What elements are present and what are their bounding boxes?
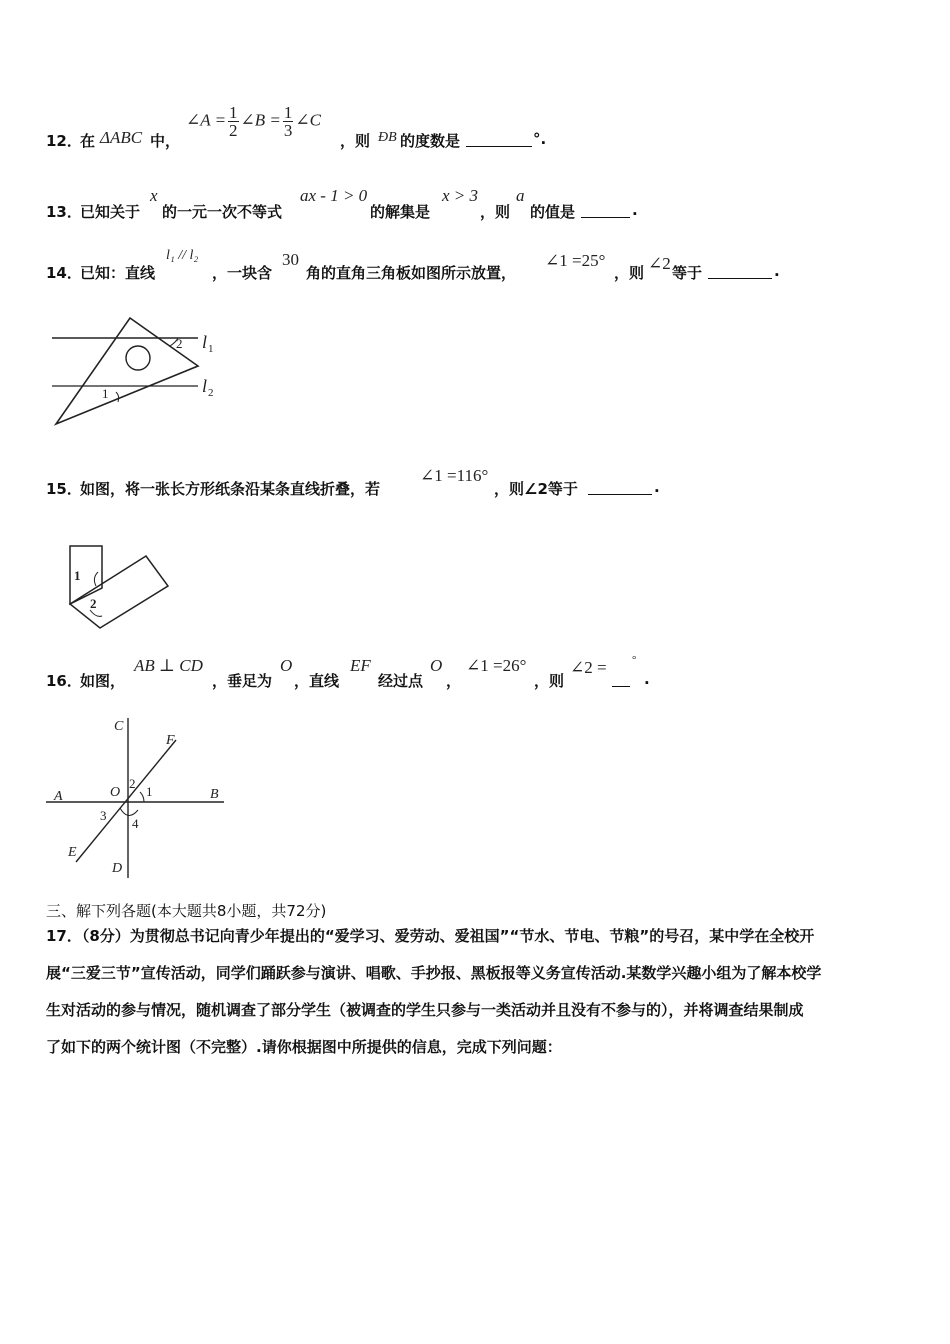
q12-frac2-den: 3	[283, 121, 293, 140]
q13-inequality: ax - 1 > 0	[300, 186, 368, 205]
q14-angle1-arc	[116, 392, 119, 402]
q16-label-4: 4	[132, 816, 139, 831]
q12-answer-blank[interactable]	[466, 130, 532, 147]
q14-label-angle2: 2	[176, 336, 183, 351]
q16-label-d: D	[112, 861, 123, 876]
q15-answer-blank[interactable]	[588, 478, 652, 495]
q15-end: .	[654, 478, 660, 496]
q14-number: 14．	[46, 264, 82, 282]
q12-mid: 中，	[150, 132, 181, 150]
q14-mid2: 角的直角三角板如图所示放置，	[306, 264, 517, 282]
q17-line-4: 了如下的两个统计图（不完整）.请你根据图中所提供的信息，完成下列问题：	[46, 1038, 562, 1056]
q17-line-1: 17．（8分）为贯彻总书记向青少年提出的“爱学习、爱劳动、爱祖国”“节水、节电、节粮”的号召，某中学在全校开	[46, 927, 815, 945]
q13-pre: 已知关于	[80, 203, 141, 221]
q14-ask: 等于	[672, 264, 703, 282]
q12-angle-c: ∠C	[295, 110, 321, 130]
q16-comma: ，	[446, 672, 462, 690]
q13-mid: 的一元一次不等式	[162, 203, 283, 221]
q13-var-a: a	[516, 186, 525, 205]
q16-label-o: O	[110, 785, 121, 800]
q16-label-1: 1	[146, 784, 153, 799]
q13-solution: x > 3	[442, 186, 479, 205]
section-3-title: 三、解下列各题(本大题共8小题，共72分)	[46, 902, 327, 920]
q16-mid2: ，直线	[294, 672, 340, 690]
q16-mid3: 经过点	[378, 672, 424, 690]
q16-end: .	[644, 670, 650, 688]
q14-label-angle1: 1	[102, 386, 109, 401]
q16-perp: AB ⊥ CD	[134, 656, 203, 675]
q12-angle-b: ∠B =	[240, 110, 281, 130]
q14-answer-blank[interactable]	[708, 262, 772, 279]
q15-angle1-arc	[94, 572, 98, 586]
q17-line-3: 生对活动的参与情况，随机调查了部分学生（被调查的学生只参与一类活动并且没有不参与的），并将调查结果制成	[46, 1001, 804, 1019]
q15-label-angle1: 1	[74, 568, 81, 583]
q14-triangle-hole	[126, 346, 150, 370]
q13-then: ，则	[480, 203, 511, 221]
q14-mid: ，一块含	[212, 264, 273, 282]
q15-label-angle2: 2	[90, 596, 97, 611]
q16-angle-arc	[120, 808, 138, 816]
q12-pre: 在	[80, 132, 96, 150]
q13-var-x: x	[150, 186, 158, 205]
q16-line-ef: EF	[350, 656, 371, 675]
q16-foot: O	[280, 656, 293, 675]
q12-target: ÐB	[378, 130, 397, 145]
q14-target: ∠2	[648, 254, 671, 273]
q16-line-ef	[76, 740, 176, 862]
q12-equation	[186, 104, 321, 139]
q12-unit: °.	[533, 130, 547, 148]
q16-label-2: 2	[129, 776, 136, 791]
q16-label-e: E	[68, 845, 77, 860]
q16-degree: °	[632, 654, 637, 666]
q16-label-c: C	[114, 719, 124, 734]
q16-label-b: B	[210, 787, 219, 802]
q14-angle-30: 30	[282, 250, 299, 269]
q12-frac1-num: 1	[229, 103, 238, 122]
q16-then: ，则	[534, 672, 565, 690]
q16-point-o: O	[430, 656, 443, 675]
q15-figure	[60, 542, 180, 632]
q16-pre: 如图，	[80, 672, 126, 690]
q16-answer-blank[interactable]	[612, 670, 630, 687]
q16-mid: ，垂足为	[212, 672, 273, 690]
q16-label-f: F	[166, 733, 175, 748]
q12-angle-a: ∠A =	[186, 110, 227, 130]
q15-number: 15．	[46, 480, 82, 498]
q16-target: ∠2 =	[570, 658, 607, 677]
q12-ask: 的度数是	[400, 132, 461, 150]
q14-end: .	[774, 262, 780, 280]
q13-answer-blank[interactable]	[581, 201, 630, 218]
q14-parallel: l₁ // l₂	[166, 248, 199, 263]
question-17	[46, 918, 908, 1066]
q15-strip-folded	[70, 556, 168, 628]
q14-figure	[46, 310, 236, 430]
q12-then: ，则	[340, 132, 371, 150]
q16-number: 16．	[46, 672, 82, 690]
q12-frac2-num: 1	[283, 103, 293, 122]
q16-label-3: 3	[100, 808, 107, 823]
q14-then: ，则	[614, 264, 645, 282]
q12-frac1-den: 2	[229, 121, 238, 140]
q13-number: 13．	[46, 203, 82, 221]
q14-triangle	[56, 318, 198, 424]
q14-label-l2-sub: 2	[208, 387, 214, 399]
q15-given: ∠1 =116°	[420, 466, 489, 485]
q13-ask: 的值是	[530, 203, 576, 221]
q16-angle1-arc	[140, 792, 144, 802]
q12-number: 12．	[46, 132, 82, 150]
q12-triangle: ΔABC	[100, 128, 143, 147]
q16-figure	[40, 712, 230, 880]
q15-then: ，则∠2等于	[494, 480, 578, 498]
q14-label-l1-sub: 1	[208, 343, 214, 355]
q16-label-a: A	[54, 789, 63, 804]
q15-pre: 如图，将一张长方形纸条沿某条直线折叠，若	[80, 480, 381, 498]
q13-solution-label: 的解集是	[370, 203, 431, 221]
q13-end: .	[632, 201, 638, 219]
q14-pre: 已知：直线	[80, 264, 156, 282]
q16-given: ∠1 =26°	[466, 656, 527, 675]
q17-line-2: 展“三爱三节”宣传活动，同学们踊跃参与演讲、唱歌、手抄报、黑板报等义务宣传活动.某数学兴趣小组为了解本校学	[46, 964, 822, 982]
q14-label-l2: l	[202, 376, 208, 396]
q14-given: ∠1 =25°	[545, 251, 606, 270]
q14-label-l1: l	[202, 332, 208, 352]
